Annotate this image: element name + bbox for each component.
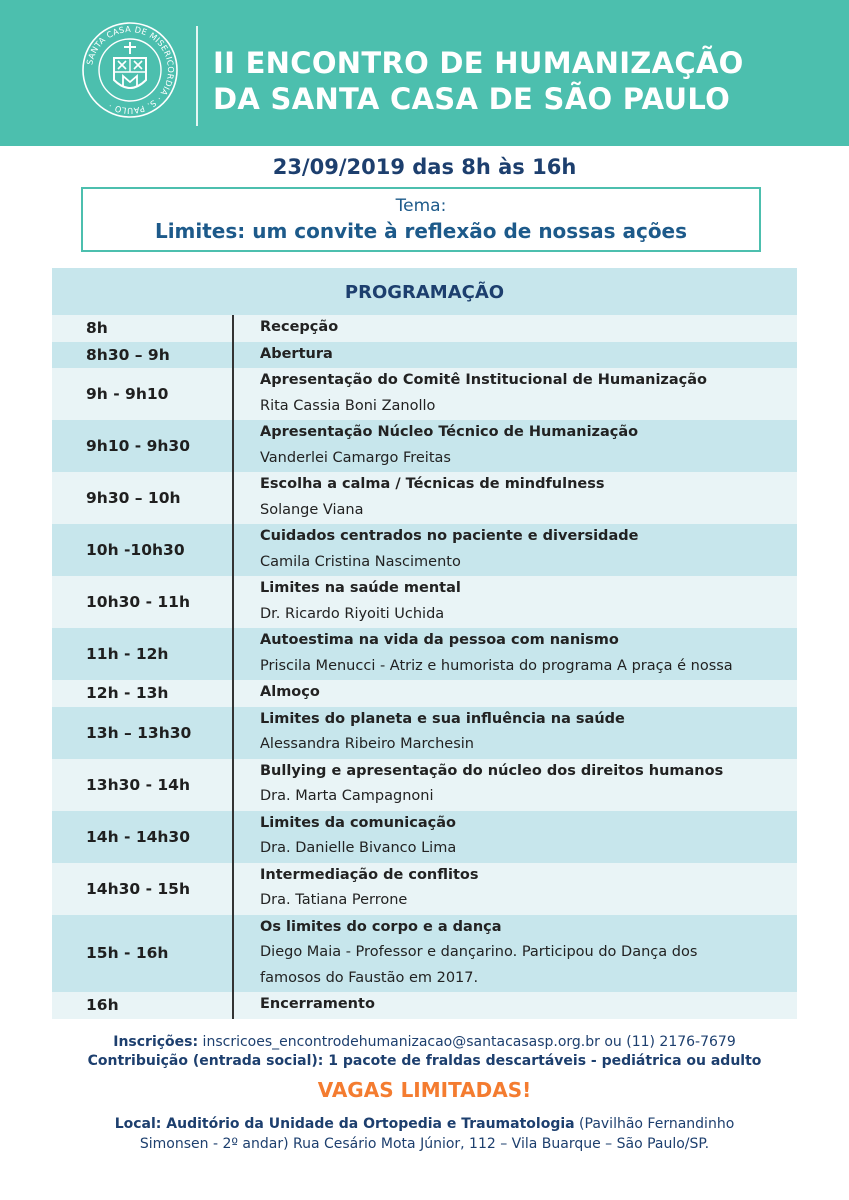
session-title: Bullying e apresentação do núcleo dos direitos humanos (260, 762, 724, 779)
program-rows (52, 315, 797, 1019)
session-title: Apresentação Núcleo Técnico de Humanização (260, 424, 639, 440)
header-banner (0, 0, 849, 146)
session-speaker: Dra. Tatiana Perrone (260, 892, 408, 908)
session-title: Recepção (260, 319, 339, 335)
program-description (260, 315, 793, 341)
session-title: Os limites do corpo e a dança (260, 918, 502, 935)
program-row (52, 863, 797, 915)
program-row (52, 680, 797, 707)
session-speaker: Solange Viana (260, 501, 364, 518)
program-time: 13h30 - 14h (86, 775, 191, 794)
header-divider (196, 26, 198, 126)
program-description (260, 992, 793, 1018)
session-title: Limites da comunicação (260, 814, 456, 831)
program-time: 10h -10h30 (86, 541, 185, 559)
program-description (260, 707, 793, 758)
time-divider (232, 915, 234, 993)
program-row (52, 315, 797, 342)
event-title-line2: DA SANTA CASA DE SÃO PAULO (213, 82, 731, 116)
session-title: Abertura (260, 345, 333, 362)
location-text-1: (Pavilhão Fernandinho (574, 1116, 735, 1132)
time-divider (232, 863, 234, 915)
time-divider (232, 628, 234, 680)
time-divider (232, 707, 234, 759)
session-speaker: famosos do Faustão em 2017. (260, 969, 479, 986)
program-table (52, 268, 797, 1019)
program-description (260, 420, 793, 471)
program-time: 9h30 – 10h (86, 489, 181, 507)
program-time: 8h (86, 319, 108, 338)
program-row (52, 576, 797, 628)
program-time: 16h (86, 996, 119, 1015)
session-speaker: Alessandra Ribeiro Marchesin (260, 736, 474, 752)
time-divider (232, 472, 234, 524)
program-description (260, 368, 793, 419)
program-time: 14h30 - 15h (86, 879, 191, 898)
program-row (52, 472, 797, 524)
session-title: Apresentação do Comitê Institucional de Humanização (260, 372, 707, 388)
program-description (260, 680, 793, 706)
session-title: Autoestima na vida da pessoa com nanismo (260, 632, 619, 648)
program-row (52, 420, 797, 472)
event-title-line1: II ENCONTRO DE HUMANIZAÇÃO (213, 46, 744, 80)
program-row (52, 915, 797, 993)
event-title (213, 45, 744, 117)
limited-spots-notice: VAGAS LIMITADAS! (317, 1078, 532, 1102)
time-divider (232, 811, 234, 863)
program-description (260, 915, 793, 992)
session-speaker: Priscila Menucci - Atriz e humorista do programa A praça é nossa (260, 657, 733, 674)
program-title: PROGRAMAÇÃO (52, 268, 797, 315)
time-divider (232, 992, 234, 1019)
program-time: 10h30 - 11h (86, 593, 191, 611)
session-speaker: Dra. Danielle Bivanco Lima (260, 840, 457, 856)
program-description (260, 759, 793, 810)
session-title: Cuidados centrados no paciente e diversidade (260, 528, 639, 544)
theme-text: Limites: um convite à reflexão de nossas ações (154, 219, 688, 243)
theme-label: Tema: (395, 196, 447, 216)
theme-box (81, 187, 761, 252)
time-divider (232, 342, 234, 369)
event-date: 23/09/2019 das 8h às 16h (272, 155, 577, 179)
time-divider (232, 524, 234, 576)
session-title: Almoço (260, 684, 320, 700)
program-time: 9h10 - 9h30 (86, 437, 191, 455)
registration-label: Inscrições: (113, 1034, 199, 1050)
program-description (260, 576, 793, 627)
registration-contact: inscricoes_encontrodehumanizacao@santacasasp.org.br ou (11) 2176-7679 (198, 1034, 736, 1050)
session-speaker: Rita Cassia Boni Zanollo (260, 397, 436, 414)
session-title: Intermediação de conflitos (260, 866, 479, 883)
session-title: Limites na saúde mental (260, 580, 461, 596)
program-row (52, 524, 797, 576)
program-time: 12h - 13h (86, 684, 169, 703)
program-row (52, 759, 797, 811)
session-title: Escolha a calma / Técnicas de mindfulness (260, 476, 605, 492)
contribution-line: Contribuição (entrada social): 1 pacote de fraldas descartáveis - pediátrica ou adulto (87, 1053, 762, 1069)
time-divider (232, 576, 234, 628)
location-line-1 (0, 1114, 849, 1134)
program-time: 14h - 14h30 (86, 827, 191, 846)
session-speaker: Dr. Ricardo Riyoiti Uchida (260, 605, 445, 622)
program-row (52, 368, 797, 420)
session-speaker: Camila Cristina Nascimento (260, 553, 461, 570)
program-description (260, 811, 793, 862)
program-description (260, 472, 793, 523)
session-speaker: Dra. Marta Campagnoni (260, 788, 434, 804)
program-time: 11h - 12h (86, 645, 169, 663)
program-row (52, 811, 797, 863)
program-time: 15h - 16h (86, 944, 169, 963)
location-line-2: Simonsen - 2º andar) Rua Cesário Mota Júnior, 112 – Vila Buarque – São Paulo/SP. (139, 1136, 710, 1152)
program-description (260, 524, 793, 575)
time-divider (232, 420, 234, 472)
program-description (260, 628, 793, 679)
program-row (52, 342, 797, 369)
svg-text:SANTA CASA DE MISERICORDIA · S: SANTA CASA DE MISERICORDIA · S. PAULO · (84, 23, 177, 117)
time-divider (232, 680, 234, 707)
registration-line (0, 1032, 849, 1052)
program-time: 8h30 – 9h (86, 345, 170, 364)
program-row (52, 992, 797, 1019)
session-speaker: Vanderlei Camargo Freitas (260, 449, 451, 466)
session-speaker: Diego Maia - Professor e dançarino. Participou do Dança dos (260, 944, 698, 960)
session-title: Encerramento (260, 996, 375, 1012)
session-title: Limites do planeta e sua influência na saúde (260, 710, 625, 727)
time-divider (232, 759, 234, 811)
program-row (52, 707, 797, 759)
location-label: Local: Auditório da Unidade da Ortopedia e Traumatologia (114, 1116, 575, 1132)
time-divider (232, 315, 234, 342)
santa-casa-seal-logo (80, 20, 180, 120)
program-time: 13h – 13h30 (86, 723, 192, 742)
program-row (52, 628, 797, 680)
program-description (260, 863, 793, 914)
program-description (260, 342, 793, 368)
program-time: 9h - 9h10 (86, 385, 169, 403)
time-divider (232, 368, 234, 420)
